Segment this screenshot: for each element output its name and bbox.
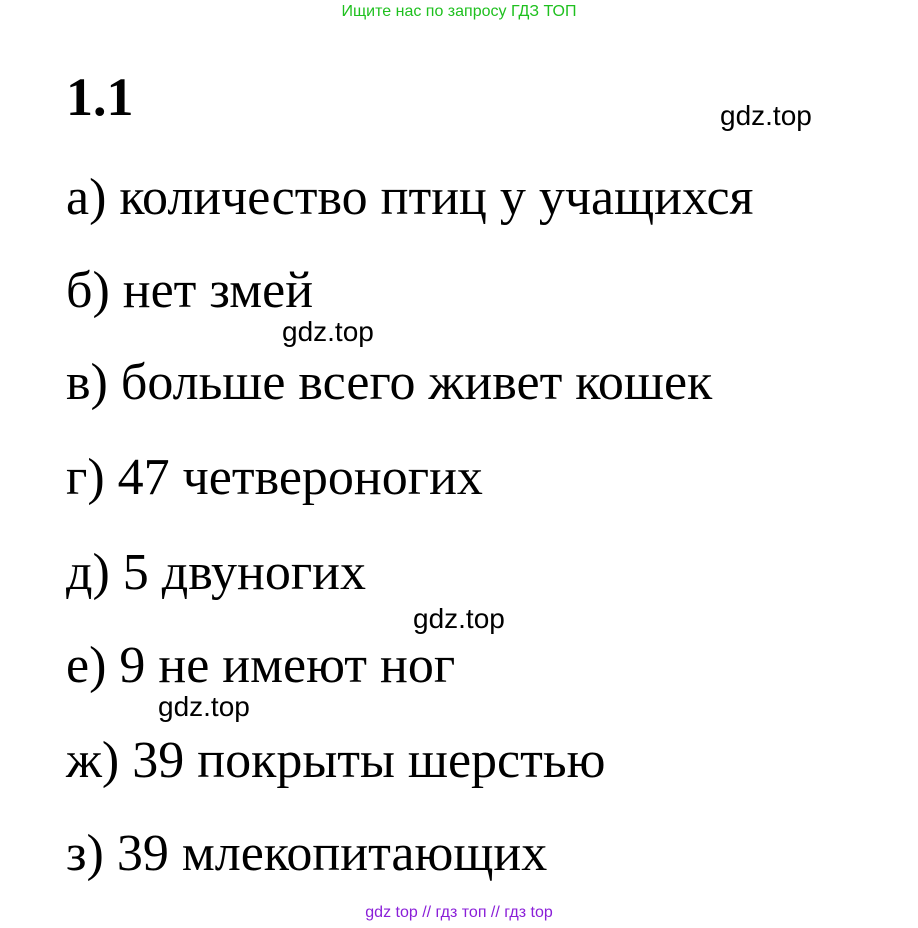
answer-g: г) 47 четвероногих — [66, 449, 483, 506]
top-banner: Ищите нас по запросу ГДЗ ТОП — [341, 3, 577, 20]
answer-b: б) нет змей — [66, 262, 314, 319]
answer-e: е) 9 не имеют ног — [66, 637, 456, 694]
answer-v: в) больше всего живет кошек — [66, 354, 713, 411]
answer-d: д) 5 двуногих — [66, 544, 366, 601]
watermark: gdz.top — [282, 316, 374, 347]
answer-zh: ж) 39 покрыты шерстью — [66, 732, 606, 789]
answer-a: а) количество птиц у учащихся — [66, 169, 754, 226]
footer-watermark: gdz top // гдз топ // гдз top — [365, 904, 553, 921]
exercise-number: 1.1 — [66, 67, 134, 127]
watermark: gdz.top — [720, 100, 812, 131]
watermark: gdz.top — [158, 691, 250, 722]
answer-z: з) 39 млекопитающих — [66, 825, 548, 882]
watermark: gdz.top — [413, 603, 505, 634]
